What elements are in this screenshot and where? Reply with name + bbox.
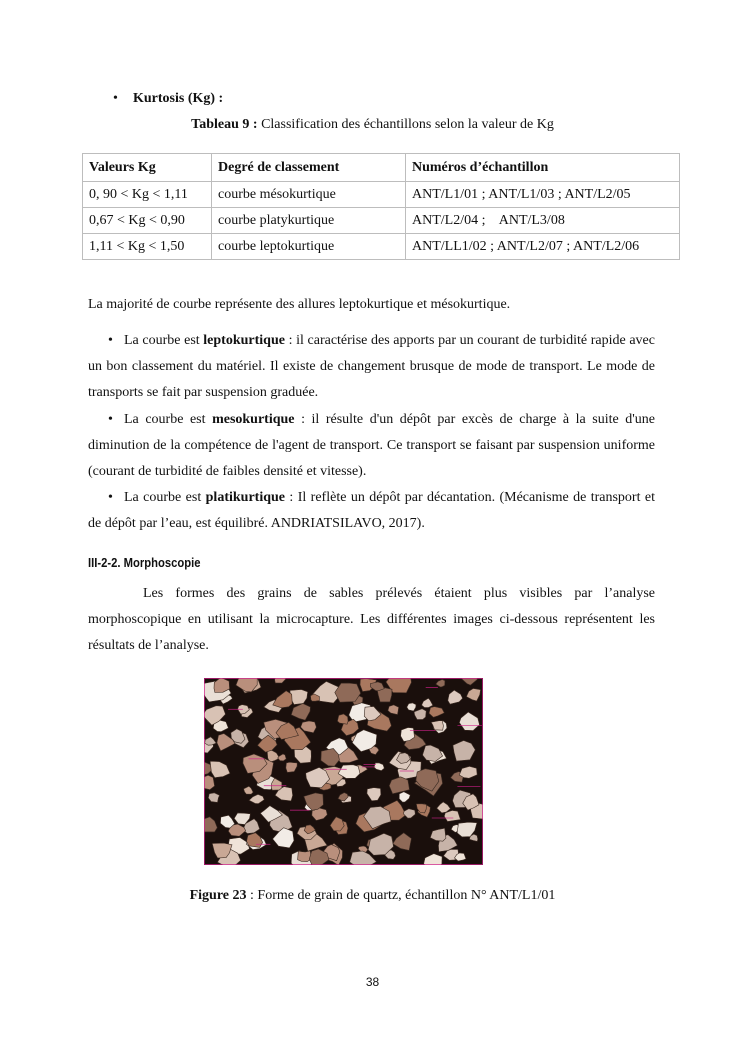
morpho-paragraph: Les formes des grains de sables prélevés étaient plus visibles par l’analyse morphoscopique en utilisant la microcapture. Les différentes images ci-dessous représentent les résultats de l’analyse. [88, 586, 655, 653]
sand-grain [298, 851, 312, 862]
table-caption-text: Classification des échantillons selon la valeur de Kg [257, 117, 554, 132]
table-cell: ANT/L1/01 ; ANT/L1/03 ; ANT/L2/05 [406, 182, 680, 208]
bullet-prefix: La courbe est [124, 412, 213, 427]
sand-grain [204, 775, 215, 790]
figure-caption [0, 888, 745, 904]
table-cell: ANT/L2/04 ; ANT/L3/08 [406, 208, 680, 234]
table-row [83, 208, 680, 234]
table-cell: courbe leptokurtique [212, 234, 406, 260]
bullet-marker: • [108, 333, 113, 348]
bullet-text: : Il reflète un dépôt par décantation. (Mécanisme de transport et de dépôt par l’eau, est équilibré. ANDRIATSILAVO, 2017). [88, 490, 655, 531]
table-row [83, 182, 680, 208]
section-heading: III-2-2. Morphoscopie [88, 556, 201, 570]
table-cell: courbe mésokurtique [212, 182, 406, 208]
table-header-cell: Degré de classement [212, 154, 406, 182]
table-cell: ANT/LL1/02 ; ANT/L2/07 ; ANT/L2/06 [406, 234, 680, 260]
table-caption-lead: Tableau 9 : [191, 117, 258, 132]
bullet-term: mesokurtique [212, 412, 295, 427]
figure-caption-text: : Forme de grain de quartz, échantillon N° ANT/L1/01 [246, 888, 556, 903]
quartz-grain-image [204, 678, 483, 865]
table-header-cell: Valeurs Kg [83, 154, 212, 182]
table-cell: 1,11 < Kg < 1,50 [83, 234, 212, 260]
table-header-row [83, 154, 680, 182]
intro-paragraph: La majorité de courbe représente des allures leptokurtique et mésokurtique. [88, 297, 511, 312]
sand-grain [407, 703, 416, 711]
figure-caption-lead: Figure 23 [189, 888, 247, 903]
bullet-marker: • [108, 412, 113, 427]
bullet-platikurtique [88, 485, 655, 537]
table-header-cell: Numéros d’échantillon [406, 154, 680, 182]
bullet-term: leptokurtique [203, 333, 285, 348]
page-number: 38 [365, 975, 380, 989]
kurtosis-bullet [113, 91, 223, 107]
table-row [83, 234, 680, 260]
table-cell: 0,67 < Kg < 0,90 [83, 208, 212, 234]
bullet-prefix: La courbe est [124, 490, 206, 505]
bullet-marker: • [108, 490, 113, 505]
bullet-text: : il caractérise des apports par un courant de turbidité rapide avec un bon classement du matériel. Il existe de changement brusque de mode de transport. Le mode de transports se fait par suspension graduée. [88, 333, 655, 400]
bullet-prefix: La courbe est [124, 333, 204, 348]
bullet-term: platikurtique [205, 490, 285, 505]
bullet-marker: • [113, 91, 118, 106]
bullet-text: : il résulte d'un dépôt par excès de charge à la suite d'une diminution de la compétence de l'agent de transport. Ce transport se faisant par suspension uniforme (courant de turbidité de faibles densité et vitesse). [88, 412, 655, 479]
kurtosis-label: Kurtosis (Kg) : [133, 91, 224, 106]
bullet-mesokurtique [88, 407, 655, 485]
table-cell: courbe platykurtique [212, 208, 406, 234]
kg-classification-table [82, 153, 680, 260]
bullet-leptokurtique [88, 328, 655, 406]
table-caption [0, 117, 745, 133]
quartz-grain-photo [204, 678, 483, 865]
table-cell: 0, 90 < Kg < 1,11 [83, 182, 212, 208]
